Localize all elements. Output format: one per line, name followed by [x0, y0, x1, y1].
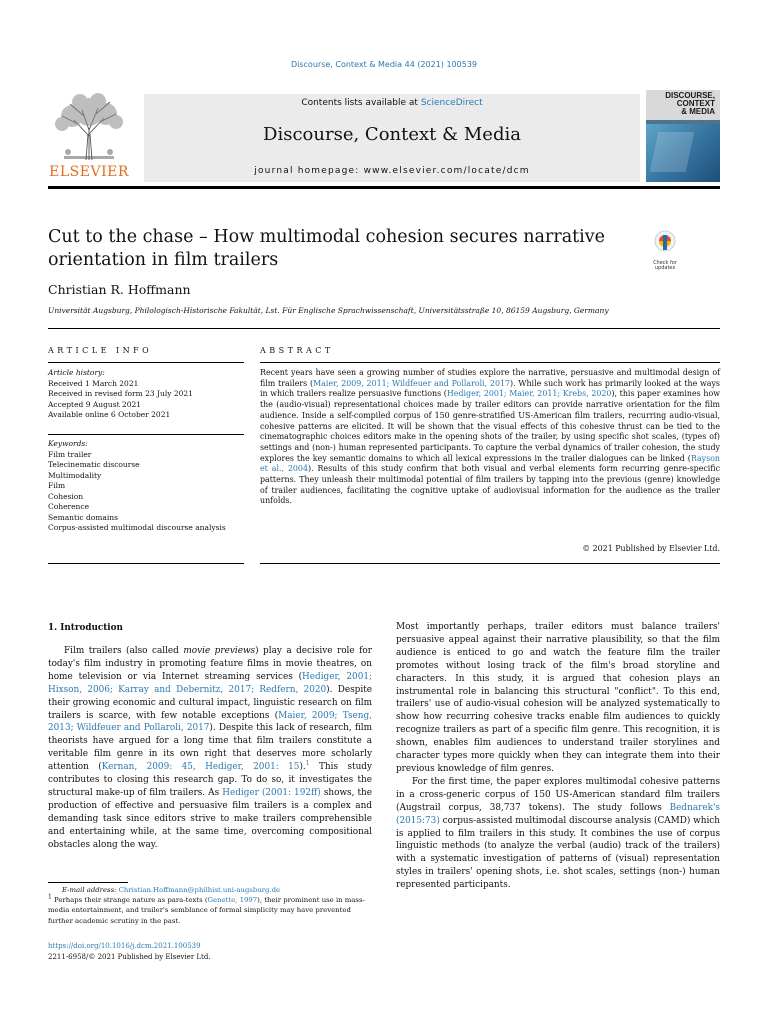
cover-artwork: [646, 124, 720, 182]
abstract-rule: [260, 362, 720, 363]
contents-line: [144, 98, 640, 108]
history-label: Article history:: [48, 368, 105, 377]
cover-title-line: CONTEXT: [676, 99, 715, 108]
reference-link[interactable]: Bednarek's (2015:73): [396, 802, 720, 826]
footnote-reference-link[interactable]: Genette, 1997: [207, 896, 258, 905]
abstract-reference-link[interactable]: Hediger, 2001; Maier, 2011; Krebs, 2020: [446, 389, 612, 399]
abstract-text-run: ), this paper examines how the (audio-visual) representational choices made by trailer editors can provide narrative orientation for the film audience. Inside a self-compiled corpus of 150 genre-stratified US-American film trailers, recurring audio-visual, cohesive patterns are elicited. It will be shown that the visual effects of this cohesive thrust can be tied to the cinematographic choices editors make in the opening shots of the trailer, by using specific shot scales, (types of) settings and (non-) human represented participants. To capture the verbal dynamics of trailer cohesion, the study explores the key semantic domains to which all lexical expressions in the trailer dialogues can be linked (: [260, 389, 720, 463]
body-text-run: For the first time, the paper explores multimodal cohesive patterns in a cross-generic corpus of 150 US-American standard film trailers (Augstrail corpus, 38,737 tokens). The study follows: [396, 776, 720, 813]
abstract-heading: ABSTRACT: [260, 346, 334, 355]
article-info-bottom-rule: [48, 563, 244, 564]
masthead-rule: [48, 186, 720, 189]
history-item: Received in revised form 23 July 2021: [48, 389, 193, 398]
keyword-item: Cohesion: [48, 491, 84, 501]
email-label: E-mail address:: [62, 886, 119, 894]
body-text-run: corpus-assisted multimodal discourse analysis (CAMD) which is applied to film trailers in this study. It combines the use of corpus linguistic methods (to analyze the verbal (audio) track of the trailers) with a systematic investigation of patterns of (visual) representation styles in trailers' opening shots, i.e. shot scales, settings (non-) human represented participants.: [396, 815, 720, 891]
body-column-right: [396, 621, 720, 892]
keywords-list: [48, 439, 244, 534]
body-paragraph: Most importantly perhaps, trailer editors must balance trailers' persuasive appeal against their narrative plausibility, so that the film audience is enticed to go and watch the feature film the trailer promotes without losing track of the film's broad storyline and characters. In this study, it is argued that cohesion plays an instrumental role in balancing this structural "conflict". To this end, trailers' use of audio-visual cohesion will be analyzed systematically to show how recurring cohesive tracks enable film audiences to quickly recognize trailers as part of a specific film genre. This recognition, it is shown, enables film audiences to understand trailer storylines and character types more quickly when they can integrate them into their previous knowledge of film genres.: [396, 622, 720, 774]
publisher-name: ELSEVIER: [49, 164, 129, 180]
footnote-marker-link[interactable]: 1: [305, 760, 310, 768]
author-name: Christian R. Hoffmann: [48, 282, 191, 297]
abstract-bottom-rule: [260, 563, 720, 564]
homepage-prefix: journal homepage:: [254, 166, 364, 176]
section-title: 1. Introduction: [48, 623, 123, 633]
journal-masthead: [48, 90, 720, 186]
contents-prefix: Contents lists available at: [301, 98, 421, 108]
keyword-item: Telecinematic discourse: [48, 460, 140, 469]
abstract-reference-link[interactable]: Rayson et al., 2004: [260, 453, 720, 474]
article-history: [48, 368, 244, 421]
body-text-italic: movie previews: [183, 646, 256, 656]
journal-title[interactable]: Discourse, Context & Media: [263, 124, 521, 145]
abstract-text-run: ). Results of this study confirm that both visual and verbal elements form recurring genre-specific patterns. They unleash their multimodal potential of film trailers by tapping into the previous (genre) knowledge of trailer audiences, facilitating the cognitive uptake of audiovisual information for the audience as the trailer unfolds.: [260, 464, 721, 506]
keyword-item: Film trailer: [48, 449, 92, 459]
body-text-run: Film trailers (also called: [64, 646, 184, 656]
check-updates-label: [648, 261, 682, 271]
body-text-run: This study contributes to closing this research gap. To do so, it investigates the structural make-up of film trailers. As: [48, 762, 373, 798]
keyword-item: Film: [48, 481, 66, 490]
citation-link[interactable]: Discourse, Context & Media 44 (2021) 100539: [290, 60, 478, 69]
journal-header-box: [144, 94, 640, 182]
abstract-text: [260, 368, 720, 507]
article-info-rule: [48, 362, 244, 363]
footnote-text-run: Perhaps their strange nature as para-texts (: [51, 896, 208, 905]
keyword-item: Semantic domains: [48, 512, 118, 522]
history-item: Received 1 March 2021: [48, 378, 139, 388]
elsevier-tree-logo[interactable]: [48, 90, 130, 180]
reference-link[interactable]: Kernan, 2009: 45, Hediger, 2001: 15: [101, 762, 300, 773]
keyword-item: Coherence: [48, 502, 90, 511]
keywords-rule: [48, 434, 244, 435]
history-item: Available online 6 October 2021: [48, 410, 171, 419]
abstract-copyright: © 2021 Published by Elsevier Ltd.: [582, 544, 720, 553]
body-text-run: ). Despite their growing economic and cultural impact, linguistic research on film trailers is scarce, with few notable exceptions (: [48, 684, 372, 721]
cover-title-line: DISCOURSE,: [665, 91, 715, 100]
homepage-url[interactable]: www.elsevier.com/locate/dcm: [363, 166, 530, 176]
cover-title: [649, 92, 719, 116]
front-matter-rule: [48, 328, 720, 329]
abstract-text-run: Recent years have seen a growing number of studies explore the narrative, persuasive and multimodal design of film trailers (: [260, 368, 720, 388]
footnote-number: 1: [48, 893, 52, 901]
article-title: Cut to the chase – How multimodal cohesion secures narrative orientation in film trailers: [48, 227, 606, 270]
footnote-1: [48, 895, 372, 926]
body-text-run: ).: [299, 762, 306, 773]
abstract-text-run: ). While such work has primarily looked at the ways in which trailers realize persuasive functions (: [260, 378, 720, 399]
reference-link[interactable]: Maier, 2009; Tseng, 2013; Wildfeuer and Pollaroli, 2017: [48, 710, 372, 734]
history-item: Accepted 9 August 2021: [48, 399, 142, 409]
body-text-run: ). Despite this lack of research, film theorists have argued for a long time that film trailers constitute a veritable film genre in its own right that deserves more scholarly attention (: [48, 723, 372, 773]
keyword-item: Multimodality: [48, 470, 102, 480]
journal-citation[interactable]: [0, 60, 768, 69]
body-column-left: [48, 645, 372, 852]
cover-title-line: & MEDIA: [681, 107, 715, 116]
journal-homepage: [144, 166, 640, 176]
body-text-run: ) play a decisive role for today's film industry in promoting feature films in movie theatres, on home television or via Internet streaming services (: [48, 646, 372, 682]
keyword-item: Corpus-assisted multimodal discourse analysis: [48, 523, 226, 532]
journal-cover[interactable]: [646, 90, 720, 182]
author-affiliation: Universität Augsburg, Philologisch-Historische Fakultät, Lst. Für Englische Sprachwissenschaft, Universitätsstraße 10, 86159 Augsburg, Germany: [48, 306, 609, 315]
check-updates-line: updates: [654, 265, 676, 271]
footnotes: [48, 885, 372, 926]
author-email-note: [48, 885, 372, 895]
issn-line: 2211-6958/© 2021 Published by Elsevier Ltd.: [48, 953, 211, 961]
doi-block: [48, 941, 211, 963]
body-paragraph: [396, 776, 720, 892]
reference-link[interactable]: Hediger, 2001; Hixson, 2006; Karray and Debernitz, 2017; Redfern, 2020: [48, 671, 372, 695]
crossmark-icon: [654, 230, 676, 256]
author-email-link[interactable]: Christian.Hoffmann@philhist.uni-augsburg.de: [118, 886, 281, 894]
check-for-updates-button[interactable]: [648, 230, 682, 270]
reference-link[interactable]: Hediger (2001: 192ff): [222, 787, 321, 798]
keywords-label: Keywords:: [48, 439, 88, 448]
check-updates-line: Check for: [653, 260, 677, 266]
doi-link[interactable]: https://doi.org/10.1016/j.dcm.2021.100539: [48, 942, 201, 950]
body-paragraph: [48, 645, 372, 852]
footnote-rule: [48, 882, 128, 883]
article-info-heading: ARTICLE INFO: [48, 346, 153, 355]
footnote-text-run: ), their prominent use in mass-media entertainment, and trailer's semblance of formal simplicity may have prevented further academic scrutiny in the past.: [48, 896, 365, 925]
sciencedirect-link[interactable]: ScienceDirect: [420, 98, 483, 108]
body-text-run: shows, the production of effective and persuasive film trailers is a complex and demanding task since editors strive to make trailers comprehensible and entertaining while, at the same time, overcoming compositional obstacles along the way.: [48, 787, 373, 850]
abstract-reference-link[interactable]: Maier, 2009, 2011; Wildfeuer and Pollaroli, 2017: [313, 378, 511, 388]
